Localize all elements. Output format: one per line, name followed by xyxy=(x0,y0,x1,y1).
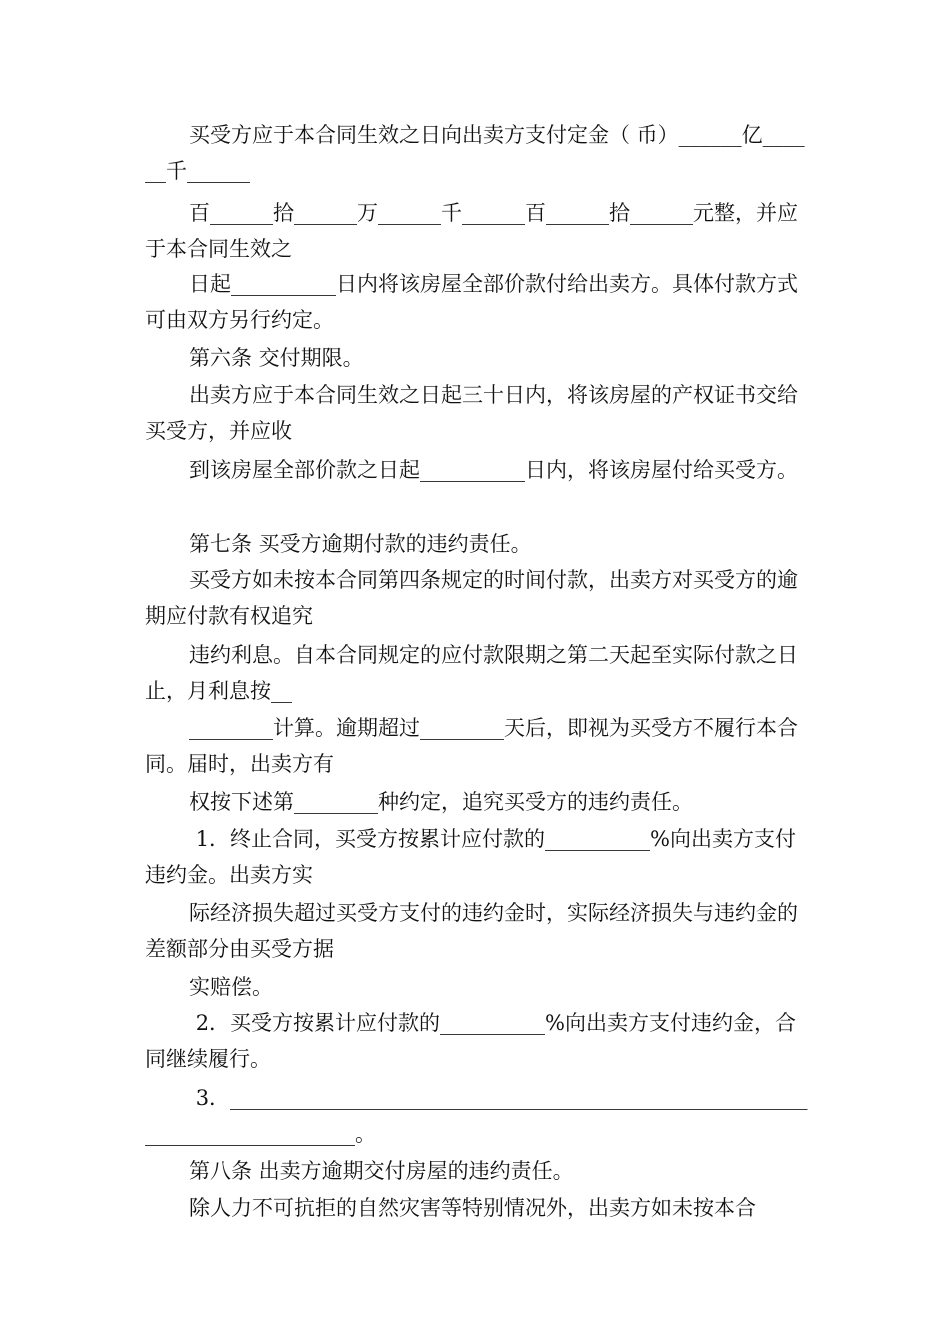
paragraph-seller-late-delivery: 除人力不可抗拒的自然灾害等特别情况外，出卖方如未按本合 xyxy=(189,1196,756,1220)
paragraph-option-choice: 权按下述第________种约定，追究买受方的违约责任。 xyxy=(189,790,693,814)
paragraph-overdue-days: ________计算。逾期超过________天后，即视为买受方不履行本合同。届时，出卖方有 xyxy=(145,716,798,776)
list-item-option-2: 2．买受方按累计应付款的__________%向出卖方支付违约金，合同继续履行。 xyxy=(145,1011,797,1071)
paragraph-compensation: 实赔偿。 xyxy=(189,975,273,999)
paragraph-late-interest: 违约利息。自本合同规定的应付款限期之第二天起至实际付款之日止，月利息按__ xyxy=(145,643,798,703)
list-item-option-3: 3．___________________________________________________________________________。 xyxy=(145,1086,808,1146)
list-item-option-1: 1．终止合同，买受方按累计应付款的__________%向出卖方支付违约金。出卖方实 xyxy=(145,827,797,887)
paragraph-actual-loss: 际经济损失超过买受方支付的违约金时，实际经济损失与违约金的差额部分由买受方据 xyxy=(145,901,798,961)
heading-article-8: 第八条 出卖方逾期交付房屋的违约责任。 xyxy=(189,1159,574,1183)
paragraph-house-delivery: 到该房屋全部价款之日起__________日内，将该房屋付给买受方。 xyxy=(189,458,798,482)
heading-article-6: 第六条 交付期限。 xyxy=(189,346,364,370)
paragraph-late-payment: 买受方如未按本合同第四条规定的时间付款，出卖方对买受方的逾期应付款有权追究 xyxy=(145,568,798,628)
heading-article-7: 第七条 买受方逾期付款的违约责任。 xyxy=(189,532,532,556)
paragraph-deposit-amount: 百______拾______万______千______百______拾______元整，并应于本合同生效之 xyxy=(145,201,798,261)
paragraph-certificate-delivery: 出卖方应于本合同生效之日起三十日内，将该房屋的产权证书交给买受方，并应收 xyxy=(145,383,798,443)
paragraph-payment-deadline: 日起__________日内将该房屋全部价款付给出卖方。具体付款方式可由双方另行约定。 xyxy=(145,272,798,332)
paragraph-deposit-payment: 买受方应于本合同生效之日向出卖方支付定金（ 币）______亿______千______ xyxy=(145,123,805,183)
